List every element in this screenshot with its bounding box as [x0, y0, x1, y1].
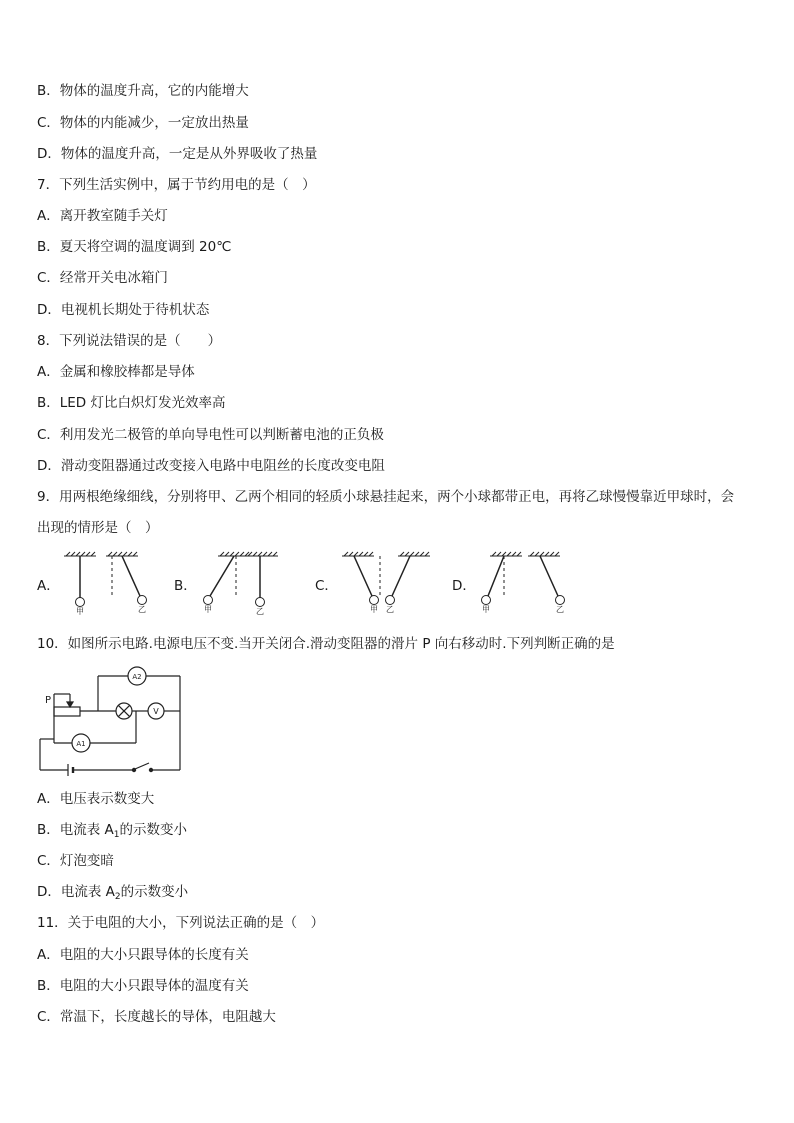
q9-figure-c: [336, 548, 436, 614]
q7-stem: 7．下列生活实例中，属于节约用电的是（ ）: [37, 177, 316, 193]
q6-option-c: C．物体的内能减少，一定放出热量: [37, 115, 249, 131]
q10-option-b-subscript: 1: [113, 830, 120, 840]
q9-figure-b: [196, 548, 296, 614]
q10-option-d-subscript: 2: [114, 892, 121, 902]
q9c-ball-yi-label: 乙: [386, 605, 394, 614]
q11-option-b: B．电阻的大小只跟导体的温度有关: [37, 978, 249, 994]
q9-figure-label-d: D．: [452, 578, 476, 594]
q7-option-d: D．电视机长期处于待机状态: [37, 302, 210, 318]
q8-option-d: D．滑动变阻器通过改变接入电路中电阻丝的长度改变电阻: [37, 458, 385, 474]
q7-option-a: A．离开教室随手关灯: [37, 208, 168, 224]
q10-option-a: A．电压表示数变大: [37, 791, 155, 807]
q8-option-b: B．LED 灯比白炽灯发光效率高: [37, 395, 226, 411]
q9c-ball-jia-label: 甲: [370, 605, 378, 614]
q8-option-c: C．利用发光二极管的单向导电性可以判断蓄电池的正负极: [37, 427, 384, 443]
q10-voltmeter-label: V: [153, 707, 159, 716]
q10-option-b: [37, 820, 187, 845]
q9-figure-a: [60, 548, 160, 614]
q11-option-c: C．常温下，长度越长的导体，电阻越大: [37, 1009, 276, 1025]
q9-figure-label-b: B．: [174, 578, 197, 594]
q9b-ball-yi-label: 乙: [256, 607, 264, 616]
q9a-ball-jia-label: 甲: [76, 607, 84, 616]
q6-option-d: D．物体的温度升高，一定是从外界吸收了热量: [37, 146, 318, 162]
q8-stem: 8．下列说法错误的是（ ）: [37, 333, 222, 349]
q10-option-c: C．灯泡变暗: [37, 853, 114, 869]
q10-circuit-diagram: [36, 668, 186, 778]
q10-option-d-tail: 的示数变小: [120, 884, 189, 900]
q9d-ball-jia-label: 甲: [482, 605, 490, 614]
q10-option-d: [37, 882, 188, 907]
q9-figure-label-a: A．: [37, 578, 60, 594]
q10-slider-p-label: P: [44, 695, 52, 706]
q9-figure-label-c: C．: [315, 578, 338, 594]
q7-option-c: C．经常开关电冰箱门: [37, 270, 168, 286]
q10-ammeter-a2-label: A2: [132, 673, 142, 681]
q10-ammeter-a1-label: A1: [76, 740, 86, 748]
q11-option-a: A．电阻的大小只跟导体的长度有关: [37, 947, 249, 963]
q6-option-b: B．物体的温度升高，它的内能增大: [37, 83, 249, 99]
q9-stem-line1: 9．用两根绝缘细线，分别将甲、乙两个相同的轻质小球悬挂起来，两个小球都带正电，再将乙球慢慢靠近甲球时，会: [37, 489, 735, 505]
q10-option-d-text: D．电流表 A: [37, 884, 115, 900]
q9-figure-d: [474, 548, 574, 614]
q11-stem: 11．关于电阻的大小，下列说法正确的是（ ）: [37, 915, 325, 931]
q10-option-b-tail: 的示数变小: [119, 822, 188, 838]
q9a-ball-yi-label: 乙: [138, 605, 146, 614]
q9-stem-line2: 出现的情形是（ ）: [37, 520, 159, 536]
q10-stem: 10．如图所示电路.电源电压不变.当开关闭合.滑动变阻器的滑片 P 向右移动时.下列判断正确的是: [37, 636, 615, 652]
q9b-ball-jia-label: 甲: [204, 605, 212, 614]
q10-option-b-text: B．电流表 A: [37, 822, 114, 838]
q9d-ball-yi-label: 乙: [556, 605, 564, 614]
q7-option-b: B．夏天将空调的温度调到 20℃: [37, 239, 232, 255]
q8-option-a: A．金属和橡胶棒都是导体: [37, 364, 195, 380]
